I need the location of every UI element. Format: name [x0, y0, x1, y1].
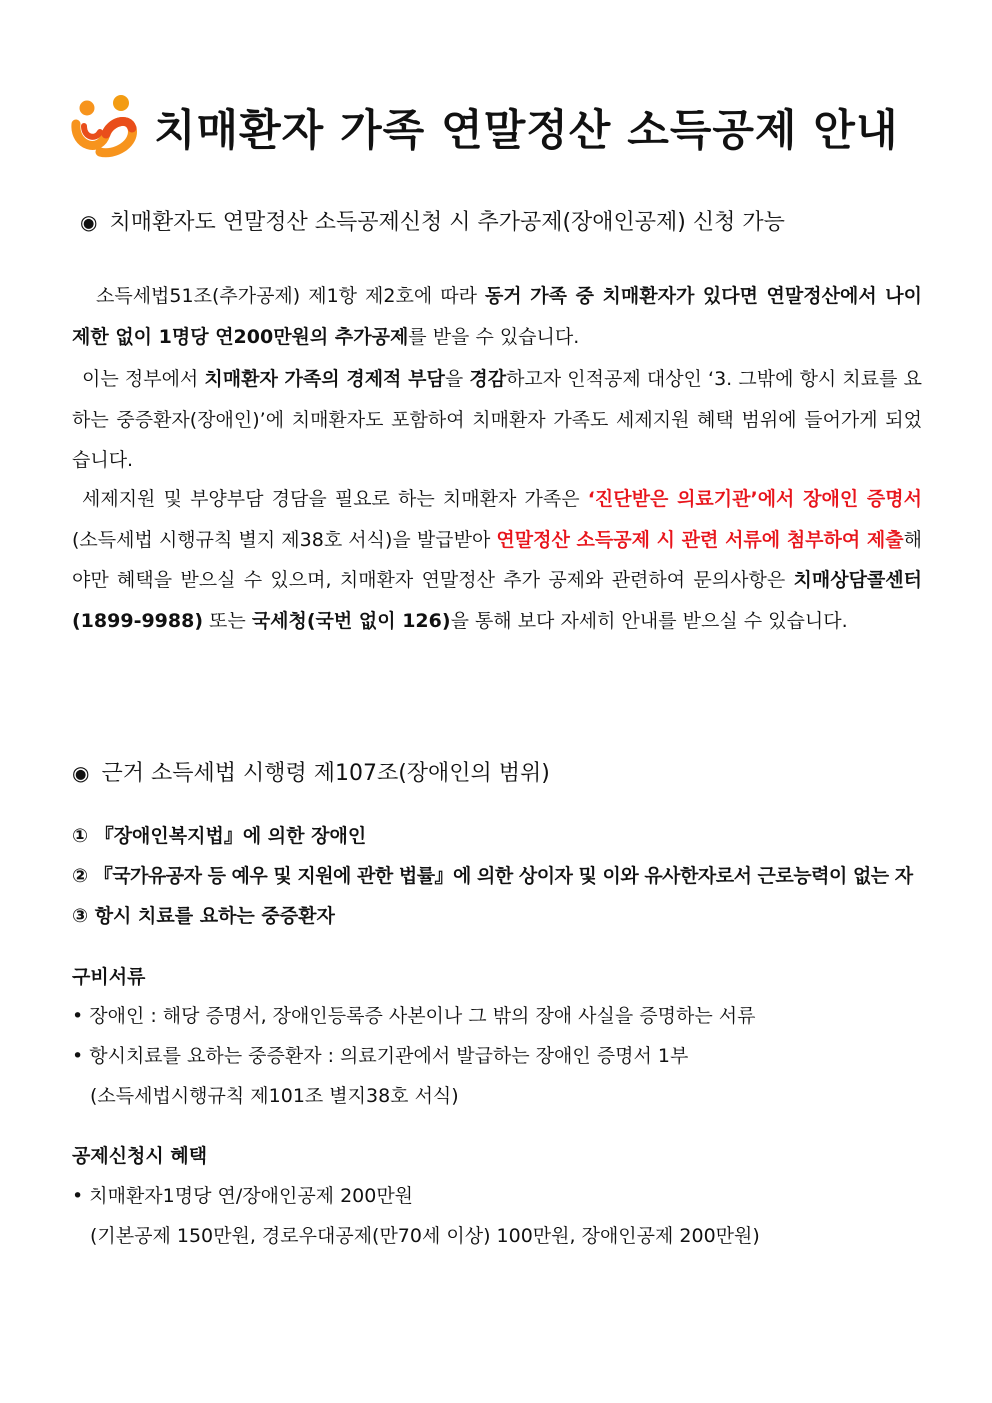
section2-heading-text: 근거 소득세법 시행령 제107조(장애인의 범위)	[101, 761, 550, 786]
benefit-item-1: • 치매환자1명당 연/장애인공제 200만원	[72, 1185, 414, 1207]
p3-red-1: ‘진단받은 의료기관’에서 장애인 증명서	[587, 488, 922, 510]
p1-text: 소득세법51조(추가공제) 제1항 제2호에 따라	[96, 285, 485, 307]
p2-text-2: 을	[444, 368, 470, 390]
docs-item-2-note: (소득세법시행규칙 제101조 별지38호 서식)	[90, 1085, 459, 1107]
paragraph-2	[72, 359, 922, 481]
p3-bold-nts: 국세청(국번 없이 126)	[251, 609, 451, 632]
docs-item-2: • 항시치료를 요하는 중증환자 : 의료기관에서 발급하는 장애인 증명서 1부	[72, 1045, 689, 1067]
p3-text-2: (소득세법 시행규칙 별지 제38호 서식)을 발급받아	[72, 528, 497, 551]
target-bullet-icon: ◉	[80, 210, 98, 234]
law-item-3: ③ 항시 치료를 요하는 중증환자	[72, 905, 335, 927]
p2-text: 이는 정부에서	[82, 368, 205, 390]
p2-bold-2: 경감	[469, 368, 507, 390]
docs-item-1: • 장애인 : 해당 증명서, 장애인등록증 사본이나 그 밖의 장애 사실을 증명하는 서류	[72, 1005, 756, 1027]
section2-heading	[72, 756, 550, 787]
page-title: 치매환자 가족 연말정산 소득공제 안내	[154, 105, 899, 156]
p3-text-4: 또는	[203, 609, 252, 632]
family-logo-icon	[70, 94, 140, 160]
p1-bold: 동거 가족 중 치매환자가 있다면 연말정산에서 나이 제한 없이 1명당 연200만원의 추가공제	[72, 285, 922, 348]
p3-text-3: 해야만 혜택을 받으실 수 있으며, 치매환자 연말정산 추가 공제와 관련하여 문의사항은	[72, 528, 922, 591]
p3-text: 세제지원 및 부양부담 경담을 필요로 하는 치매환자 가족은	[82, 488, 588, 510]
target-bullet-icon: ◉	[72, 761, 90, 785]
p2-bold-1: 치매환자 가족의 경제적 부담	[204, 368, 445, 390]
paragraph-3	[72, 479, 922, 641]
p1-text-end: 를 받을 수 있습니다.	[408, 325, 580, 348]
benefit-heading: 공제신청시 혜택	[72, 1145, 208, 1167]
section1-heading	[80, 205, 785, 236]
section1-heading-text: 치매환자도 연말정산 소득공제신청 시 추가공제(장애인공제) 신청 가능	[109, 210, 785, 235]
p3-red-2: 연말정산 소득공제 시 관련 서류에 첨부하여 제출	[496, 528, 904, 551]
paragraph-1	[72, 276, 922, 357]
law-item-1: ① 『장애인복지법』에 의한 장애인	[72, 825, 367, 847]
law-item-2: ② 『국가유공자 등 예우 및 지원에 관한 법률』에 의한 상이자 및 이와 유사한자로서 근로능력이 없는 자	[72, 865, 913, 887]
docs-heading: 구비서류	[72, 966, 146, 988]
p3-text-end: 을 통해 보다 자세히 안내를 받으실 수 있습니다.	[450, 609, 848, 632]
title-row	[70, 92, 899, 162]
p2-text-end: 하고자 인적공제 대상인 ‘3. 그밖에 항시 치료를 요하는 중증환자(장애인)’에 치매환자도 포함하여 치매환자 가족도 세제지원 혜택 범위에 들어가게 되었습니다.	[72, 368, 922, 471]
p3-bold-callcenter: 치매상담콜센터(1899-9988)	[72, 569, 922, 632]
benefit-item-1-note: (기본공제 150만원, 경로우대공제(만70세 이상) 100만원, 장애인공제 200만원)	[90, 1225, 760, 1247]
